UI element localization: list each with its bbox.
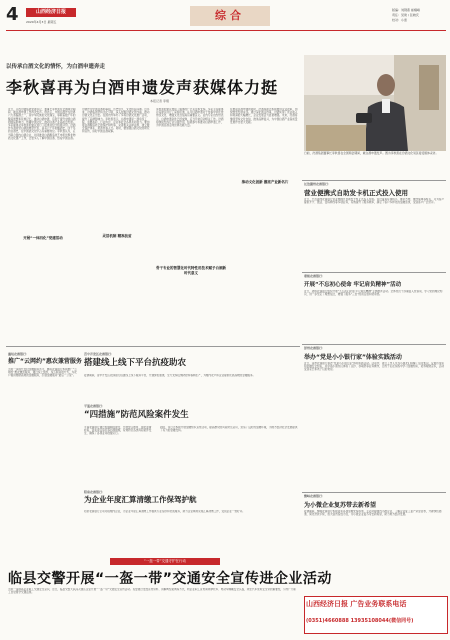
inner-head-4: 骨干专业的智慧化时代特性用技术赋予白酒新时代意义 bbox=[156, 266, 226, 275]
main-article-col4: 在推动白酒申遗的同时，汾酒集团还积极推进企业改革，加快转型发展步伐。通过深化国企改革，汾酒实现了营业收入和利润的大幅增长，企业发展活力显著增强。未来，汾酒将继续坚持文化自信，推进品牌复兴，为中国白酒产业高质量发展作出更大贡献。 bbox=[230, 108, 298, 124]
mid-article-1: 为进一步提升农村金融服务水平，襄垣农商银行积极推广“云网约”惠农兼营服务，通过线上预约、线下服务的方式，为农户提供便捷高效的金融服务，打通金融服务“最后一公里”。 bbox=[8, 368, 77, 378]
mid-block-4 bbox=[84, 490, 197, 505]
right-title-1: 营业便携式自助发卡机正式投入使用 bbox=[304, 189, 408, 197]
main-headline: 李秋喜再为白酒申遗发声获媒体力挺 bbox=[6, 78, 279, 97]
right-article-4: 疫情期间，繁峙农商银行积极落实各项金融支持政策，主动对接辖内小微企业，了解企业复工复产资金需求，开辟绿色通道，简化贷款手续，加大信贷投放力度，为小微企业复苏带去新希望，助力地方经济发展。 bbox=[304, 510, 442, 517]
right-region-1: 长治潞州农商银行： bbox=[304, 182, 332, 186]
paper-masthead: 山西经济日报 bbox=[26, 8, 76, 17]
right-title-3: 举办“党是小小银行家”体验实践活动 bbox=[304, 354, 402, 361]
divider bbox=[302, 272, 446, 273]
divider bbox=[6, 346, 300, 347]
news-photo bbox=[304, 55, 446, 151]
mid-title-1: 推广“云网约”惠农兼营服务 bbox=[8, 358, 82, 365]
editor-credits: 版编：刘钢燕 崔耀峰 责任：吴建 / 张晓庆 校对：小雷 bbox=[392, 8, 420, 22]
main-article-col2: 汾酒作为中国白酒的鼻祖，历史悠久，文化积淀深厚。近年来，汾酒集团坚持文化引领，深入挖掘汾酒文化内涵，推动汾酒文化走出去。在国内外举办了多场汾酒文化推广活动，提升了品牌影响力。李秋喜表示，白酒申遗是一项系统工程，需要政府、行业协会、企业和社会各界共同努力。要加强白酒酿造技艺的保护和传承，完善相关法律法规，建立健全保护体系，培养传承人才。同时，要加强白酒文化的研究和宣传，讲好中国白酒故事。 bbox=[82, 108, 150, 134]
photo-caption: 日前，汾酒集团董事长李秋喜在全国两会期间，就白酒申遗发声。图为李秋喜在汾酒文化景区接受媒体采访。 bbox=[304, 151, 439, 155]
right-article-3: 近日，泽州农商银行举办“党是小小银行家”体验实践活动。活动中，银行工作人员为小朋友们讲解了货币知识、反假币常识和金融安全知识，并带领小朋友们体验了点钞、存取款等业务操作，让孩子们在实践中学习金融知识，培养理财意识，活动受到家长和孩子们的欢迎。 bbox=[304, 362, 445, 372]
divider bbox=[302, 492, 446, 493]
mid-block-2 bbox=[84, 352, 186, 368]
main-kicker: 以传承白酒文化的情怀，为白酒申遗奔走 bbox=[6, 64, 106, 70]
mid-region-2: 晋中开发区农商银行： bbox=[84, 352, 115, 356]
right-region-4: 繁峙农商银行： bbox=[304, 494, 326, 498]
mid-region-1: 襄垣农商银行： bbox=[8, 352, 30, 356]
right-region-2: 娄烦农商银行： bbox=[304, 274, 326, 278]
issue-date: 2020年4月3日 星期五 bbox=[26, 20, 57, 24]
bottom-article: 为进一步提高企业职工交通安全意识，近日，临县交警大队深入辖区企业开展“一盔一带”交通安全宣传活动。民警通过发放宣传资料、讲解典型案例等方式，向企业职工宣传骑乘摩托车、电动车佩戴安全头盔，乘坐汽车使用安全带的重要性，引导广大职工自觉遵守交通法规。 bbox=[8, 588, 296, 595]
main-byline: 本报记者 李翔 bbox=[150, 99, 169, 103]
mid-block-1 bbox=[8, 352, 82, 365]
mid-title-2: 搭建线上线下平台抗疫助农 bbox=[84, 358, 187, 368]
inner-head-2: 灵活机制 精准扶贫 bbox=[102, 234, 132, 238]
main-article-col3: 李秋喜的建议得到了媒体的广泛关注和支持。多家主流媒体对其建议进行了深度报道，认为白酒申遗对于传承中华优秀传统文化、增强文化自信具有重要意义。业内专家也纷纷表示，白酒申遗条件已经成熟，应当尽快启动相关工作。汾酒将继续发挥行业引领作用，积极参与和推动白酒申遗工作，为中国白酒走向世界贡献力量。 bbox=[156, 108, 224, 128]
right-region-3: 泽州农商银行： bbox=[304, 346, 326, 350]
mid-title-4: 为企业年度汇算清缴工作保驾护航 bbox=[84, 495, 197, 504]
divider bbox=[302, 344, 446, 345]
mid-article-4: 阳泉农商银行主动对接辖内企业，为企业年度汇算清缴工作提供专业指导和优质服务，助力企业顺利完成汇算清缴工作，受到企业一致好评。 bbox=[84, 510, 245, 513]
mid-region-4: 阳泉农商银行： bbox=[84, 490, 106, 494]
inner-head-1: 开展“一体四化”党建活动 bbox=[23, 236, 63, 240]
mid-article-3: 平遥农商银行通过加强制度建设、开展警示教育、强化监督检查、落实责任追究等四项措施，有效防范各类风险案件发生，确保了各项业务稳健运行。 bbox=[84, 426, 152, 436]
divider bbox=[302, 180, 446, 181]
mid-article-5: 同时，该行还积极开展金融知识宣传活动，提高群众的风险防范意识，营造了良好的金融环境，为地方经济社会发展提供了有力的金融支持。 bbox=[160, 426, 298, 433]
section-title: 综合 bbox=[215, 9, 245, 22]
right-article-1: 近日，长治潞州农商银行营业便携式自助发卡机正式投入使用。该设备具有体积小、携带方便、操作简单等特点，可为客户提供开卡、激活、密码修改等多项业务，有效提升了服务效率，满足了客户多样化的金融需求，受到客户广泛好评。 bbox=[304, 198, 445, 205]
campaign-banner: “一盔一带”交通守护在行动 bbox=[110, 558, 220, 565]
page-number: 4 bbox=[6, 4, 19, 25]
right-article-2: 近日，娄烦农商银行组织开展“不忘初心使命 牢记肩负精神”主题教育活动。全体党员干部重温入党誓词，学习党的理论知识，进一步坚定了理想信念，增强了服务“三农”的责任感和使命感。 bbox=[304, 290, 443, 297]
right-title-2: 开展“不忘初心使命 牢记肩负精神”活动 bbox=[304, 282, 402, 288]
mid-title-3: “四措施”防范风险案件发生 bbox=[84, 410, 189, 420]
mid-block-3 bbox=[84, 404, 189, 420]
mid-region-3: 平遥农商银行： bbox=[84, 404, 106, 408]
main-article-col1: 近日，山西汾酒集团党委书记、董事长李秋喜在全国两会期间，就白酒申遗工作再次发声。他表示，中国白酒作为世界六大蒸馏酒之一，是中华民族的文化瑰宝，承载着数千年的酿造智慧和民族记忆。推动白酒申遗，有利于提升中国白酒的国际影响力，传播中国文化，推动白酒产业高质量发展。多家媒体对李秋喜的建议进行了报道并给予积极评价。汾酒作为清香型白酒的典型代表，具有六千年的酿酒史、四千年的白酒史，在中国酒文化中占有重要地位。李秋喜认为，应当联合国内白酒企业，共同推进白酒酿造技艺申报世界非物质文化遗产工作，让更多人了解中国白酒、热爱中国白酒。 bbox=[8, 108, 76, 140]
header-rule bbox=[6, 30, 446, 31]
inner-head-3: 推动文化创新 擦亮产业新名片 bbox=[241, 180, 289, 184]
ad-title: 山西经济日报 广告业务联系电话 bbox=[306, 600, 407, 608]
bottom-headline: 临县交警开展“一盔一带”交通安全宣传进企业活动 bbox=[8, 571, 332, 587]
right-title-4: 为小微企业复苏带去新希望 bbox=[304, 502, 377, 509]
mid-article-2: 疫情期间，晋中开发区农商银行搭建线上线下服务平台，开通绿色通道，全力支持疫情防控和春耕生产，为辖内农户和企业提供优质高效的金融服务。 bbox=[84, 374, 256, 377]
ad-phones: (0351)4660888 13935108044(微信同号) bbox=[306, 618, 414, 624]
